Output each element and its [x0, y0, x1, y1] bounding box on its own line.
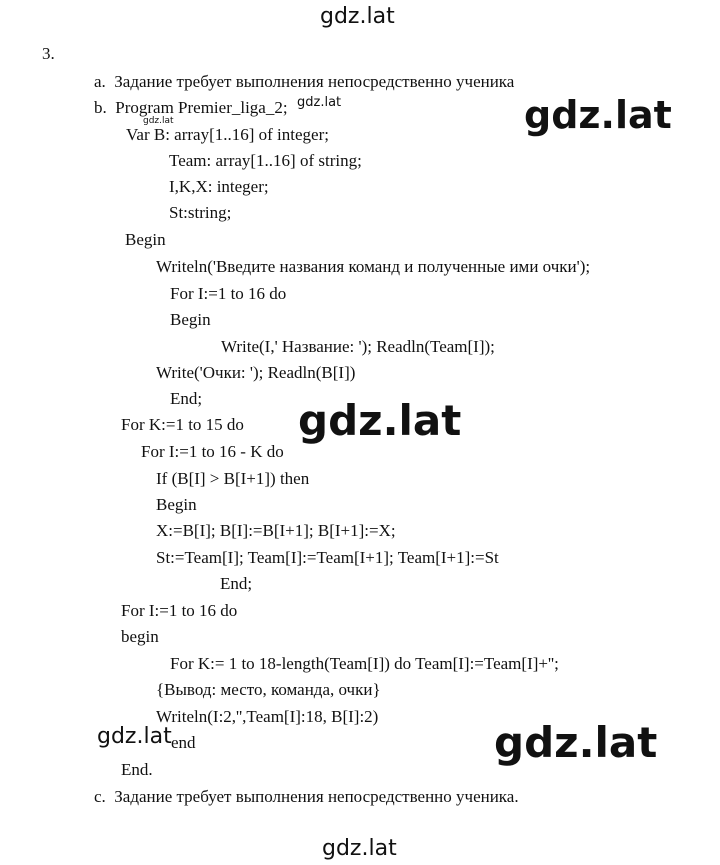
code-line: Begin — [170, 310, 211, 329]
code-line: Var B: array[1..16] of integer; — [126, 125, 329, 144]
code-line: I,K,X: integer; — [169, 177, 269, 196]
code-line: Write('Очки: '); Readln(B[I]) — [156, 363, 356, 382]
code-line: For K:=1 to 15 do — [121, 415, 244, 434]
code-line: Begin — [125, 230, 166, 249]
item-c: c. Задание требует выполнения непосредственно ученика. — [94, 787, 519, 806]
watermark-small: gdz.lat — [297, 95, 342, 110]
code-line: St:string; — [169, 203, 232, 222]
code-line: For K:= 1 to 18-length(Team[I]) do Team[I]:=Team[I]+''; — [170, 654, 559, 673]
watermark-left-bottom: gdz.lat — [97, 724, 172, 749]
code-line: begin — [121, 627, 159, 646]
watermark-right-bottom: gdz.lat — [494, 718, 658, 767]
code-line: Writeln(I:2,'',Team[I]:18, B[I]:2) — [156, 707, 379, 726]
code-line: end — [171, 733, 196, 752]
watermark-center: gdz.lat — [298, 396, 462, 445]
task-number: 3. — [42, 44, 55, 63]
code-line: Team: array[1..16] of string; — [169, 151, 362, 170]
code-line: X:=B[I]; B[I]:=B[I+1]; B[I+1]:=X; — [156, 521, 396, 540]
item-b-header: b. Program Premier_liga_2; — [94, 98, 288, 117]
watermark-right-top: gdz.lat — [524, 93, 672, 137]
code-line: For I:=1 to 16 do — [170, 284, 287, 303]
watermark-tiny: gdz.lat — [143, 116, 174, 126]
item-a: a. Задание требует выполнения непосредственно ученика — [94, 72, 515, 91]
code-line: Begin — [156, 495, 197, 514]
code-line: {Вывод: место, команда, очки} — [156, 680, 381, 699]
code-line: St:=Team[I]; Team[I]:=Team[I+1]; Team[I+1]:=St — [156, 548, 499, 567]
code-line: End. — [121, 760, 153, 779]
code-line: If (B[I] > B[I+1]) then — [156, 469, 310, 488]
code-line: For I:=1 to 16 do — [121, 601, 238, 620]
watermark-top: gdz.lat — [320, 4, 395, 29]
code-line: End; — [220, 574, 253, 593]
code-line: Write(I,' Название: '); Readln(Team[I]); — [221, 337, 495, 356]
code-line: End; — [170, 389, 203, 408]
code-line: For I:=1 to 16 - K do — [141, 442, 284, 461]
code-line: Writeln('Введите названия команд и полученные ими очки'); — [156, 257, 591, 276]
watermark-bottom: gdz.lat — [322, 836, 397, 861]
